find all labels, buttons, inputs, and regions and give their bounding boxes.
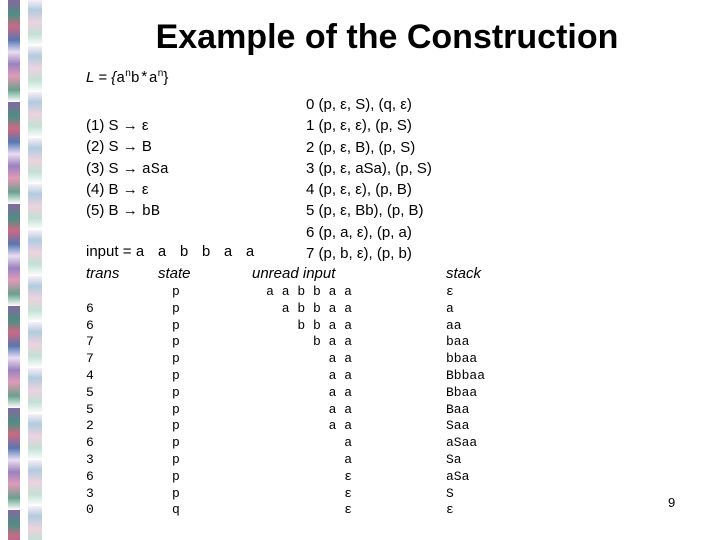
stack-cell: aSa	[446, 468, 470, 484]
state-cell: q	[172, 502, 180, 518]
stack-cell: Saa	[446, 418, 470, 434]
page-number: 9	[668, 495, 676, 510]
state-cell: p	[172, 485, 180, 501]
trans-cell: 6	[86, 300, 94, 316]
grammar-rule: (3) S → aSa	[86, 159, 169, 178]
state-cell: p	[172, 367, 180, 383]
transition-item: 1 (p, ε, ε), (p, S)	[306, 117, 412, 135]
trans-cell: 6	[86, 468, 94, 484]
input-string: input = a a b b a a	[86, 243, 255, 261]
stack-cell: aa	[446, 317, 462, 333]
arrow-icon: →	[122, 202, 138, 220]
decorative-border	[0, 0, 52, 540]
unread-input-cell: ε	[344, 502, 352, 518]
stack-cell: Baa	[446, 401, 470, 417]
state-cell: p	[172, 435, 180, 451]
stack-cell: baa	[446, 334, 470, 350]
state-cell: p	[172, 468, 180, 484]
trans-cell: 3	[86, 485, 94, 501]
grammar-rule: (1) S → ε	[86, 117, 149, 134]
transition-item: 4 (p, ε, ε), (p, B)	[306, 181, 412, 199]
trans-cell	[86, 284, 94, 301]
trans-cell: 6	[86, 317, 94, 333]
grammar-rule: (5) B → bB	[86, 202, 160, 221]
unread-input-cell: a a	[328, 401, 352, 417]
stack-cell: Bbaa	[446, 384, 478, 400]
unread-input-cell: a	[344, 451, 352, 467]
trans-cell: 3	[86, 451, 94, 467]
decorative-band	[8, 0, 20, 540]
state-cell: p	[172, 300, 180, 316]
stack-cell: ε	[446, 502, 454, 518]
column-state	[172, 284, 180, 519]
arrow-icon: →	[122, 138, 138, 156]
stack-cell: ε	[446, 284, 454, 299]
unread-input-cell: a a	[328, 384, 352, 400]
state-cell: p	[172, 418, 180, 434]
stack-cell: a	[446, 300, 454, 316]
transition-item: 5 (p, ε, Bb), (p, B)	[306, 202, 424, 220]
state-cell: p	[172, 317, 180, 333]
trans-cell: 7	[86, 334, 94, 350]
state-cell: p	[172, 284, 180, 299]
transition-item: 2 (p, ε, B), (p, S)	[306, 138, 416, 156]
unread-input-cell: ε	[344, 485, 352, 501]
language-definition: $L = \{a^nb*a^n\}$	[86, 68, 169, 87]
stack-cell: Sa	[446, 451, 462, 467]
trans-cell: 4	[86, 367, 94, 383]
column-trans	[86, 284, 94, 519]
header-unread-input: unread input	[252, 265, 336, 282]
header-trans: trans	[86, 265, 120, 282]
column-unread-input	[256, 284, 352, 519]
slide-title: Example of the Construction	[155, 18, 619, 56]
transition-item: 7 (p, b, ε), (p, b)	[306, 245, 412, 263]
stack-cell: S	[446, 485, 454, 501]
unread-input-cell: ε	[344, 468, 352, 484]
stack-cell: Bbbaa	[446, 367, 486, 383]
state-cell: p	[172, 451, 180, 467]
stack-cell: aSaa	[446, 435, 478, 451]
state-cell: p	[172, 334, 180, 350]
unread-input-cell: a a b b a a	[266, 284, 352, 299]
header-stack: stack	[446, 265, 482, 282]
arrow-icon: →	[122, 180, 138, 198]
unread-input-cell: b a a	[312, 334, 352, 350]
header-state: state	[158, 265, 191, 282]
trans-cell: 7	[86, 351, 94, 367]
column-stack	[446, 284, 485, 519]
arrow-icon: →	[122, 159, 138, 177]
unread-input-cell: b b a a	[297, 317, 352, 333]
stack-cell: bbaa	[446, 351, 478, 367]
grammar-rules	[86, 115, 169, 221]
transition-item: 3 (p, ε, aSa), (p, S)	[306, 159, 432, 177]
grammar-rule: (4) B → ε	[86, 180, 149, 198]
trans-cell: 5	[86, 384, 94, 400]
transition-item: 6 (p, a, ε), (p, a)	[306, 223, 412, 241]
unread-input-cell: a	[344, 435, 352, 451]
unread-input-cell: a b b a a	[281, 300, 352, 316]
transition-item: 0 (p, ε, S), (q, ε)	[306, 96, 412, 113]
unread-input-cell: a a	[328, 351, 352, 367]
unread-input-cell: a a	[328, 418, 352, 434]
transition-list	[306, 94, 432, 264]
unread-input-cell: a a	[328, 367, 352, 383]
arrow-icon: →	[122, 117, 138, 134]
grammar-rule: (2) S → B	[86, 138, 152, 156]
trans-cell: 5	[86, 401, 94, 417]
trans-cell: 6	[86, 435, 94, 451]
state-cell: p	[172, 401, 180, 417]
trans-cell: 2	[86, 418, 94, 434]
trans-cell: 0	[86, 502, 94, 518]
state-cell: p	[172, 384, 180, 400]
decorative-band	[28, 0, 42, 540]
state-cell: p	[172, 351, 180, 367]
